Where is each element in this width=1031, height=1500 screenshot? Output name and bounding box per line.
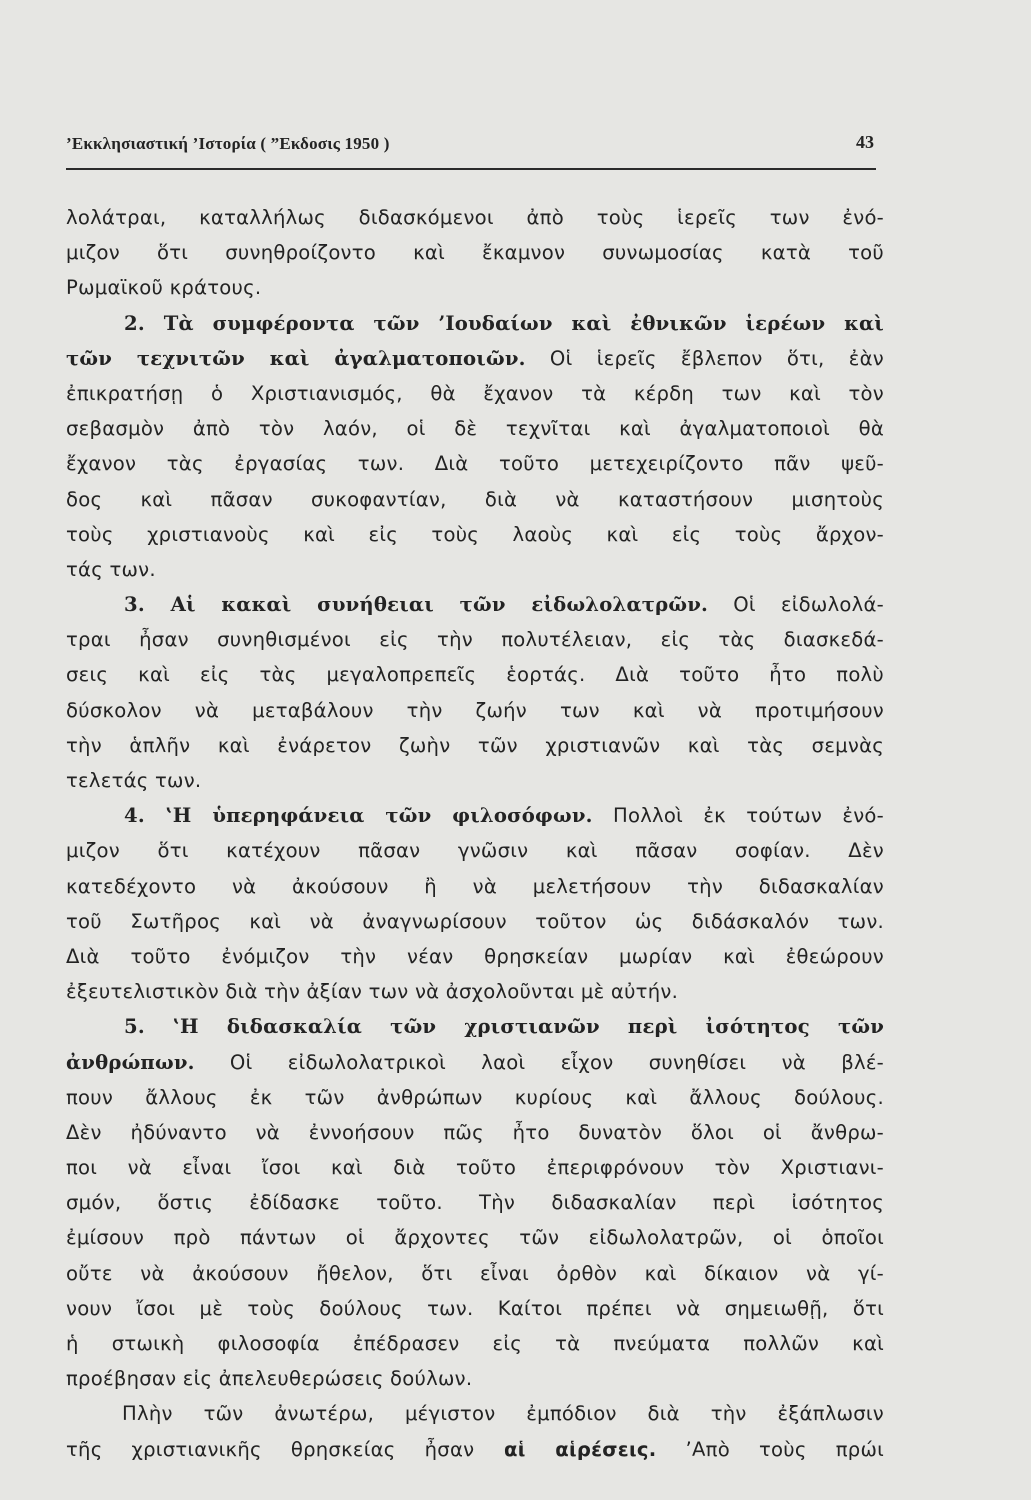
text-line xyxy=(66,482,884,517)
line-text: τοὺς χριστιανοὺς καὶ εἰς τοὺς λαοὺς καὶ εἰς τοὺς ἄρχον- xyxy=(66,522,884,546)
line-text: Ρωμαϊκοῦ κράτους. xyxy=(66,276,262,300)
line-text: ἔχανον τὰς ἐργασίας των. Διὰ τοῦτο μετεχειρίζοντο πᾶν ψεῦ- xyxy=(66,452,884,476)
text-line xyxy=(66,446,884,481)
text-line xyxy=(66,235,884,270)
line-text: Διὰ τοῦτο ἐνόμιζον τὴν νέαν θρησκείαν μωρίαν καὶ ἐθεώρουν xyxy=(66,944,884,968)
line-text: τῆς χριστιανικῆς θρησκείας ἦσαν xyxy=(66,1437,475,1461)
line-text: Πλὴν τῶν ἀνωτέρω, μέγιστον ἐμπόδιον διὰ τὴν ἐξάπλωσιν xyxy=(122,1402,884,1426)
text-line xyxy=(66,974,884,1009)
section-heading-line xyxy=(66,587,884,622)
text-line xyxy=(66,869,884,904)
line-text: σεις καὶ εἰς τὰς μεγαλοπρεπεῖς ἑορτάς. Διὰ τοῦτο ἦτο πολὺ xyxy=(66,663,884,687)
line-text: δος καὶ πᾶσαν συκοφαντίαν, διὰ νὰ καταστήσουν μισητοὺς xyxy=(66,487,884,511)
text-line xyxy=(66,1256,884,1291)
text-line xyxy=(66,1326,884,1361)
line-text: ἐμίσουν πρὸ πάντων οἱ ἄρχοντες τῶν εἰδωλολατρῶν, οἱ ὁποῖοι xyxy=(66,1226,884,1250)
running-title: ’Εκκλησιαστική ’Ιστορία ( ”Εκδοσις 1950 ) xyxy=(66,134,390,153)
line-text: τάς των. xyxy=(66,557,156,581)
page-number: 43 xyxy=(856,132,874,152)
line-text: κατεδέχοντο νὰ ἀκούσουν ἢ νὰ μελετήσουν τὴν διδασκαλίαν xyxy=(66,874,884,898)
line-text: Δὲν ἠδύναντο νὰ ἐννοήσουν πῶς ἦτο δυνατὸν ὅλοι οἱ ἄνθρω- xyxy=(66,1120,884,1144)
text-line xyxy=(66,1115,884,1150)
text-line xyxy=(66,1291,884,1326)
body-text xyxy=(66,200,884,1467)
text-line xyxy=(66,1432,884,1467)
text-line xyxy=(66,1080,884,1115)
text-line xyxy=(66,1220,884,1255)
text-line xyxy=(66,376,884,411)
line-text: σεβασμὸν ἀπὸ τὸν λαόν, οἱ δὲ τεχνῖται καὶ ἀγαλματοποιοὶ θὰ xyxy=(66,417,884,441)
text-line xyxy=(66,693,884,728)
emphasis-text: αἱ αἱρέσεις. xyxy=(474,1437,657,1461)
line-text: Οἱ ἱερεῖς ἔβλεπον ὅτι, ἐὰν xyxy=(525,346,884,370)
section-heading: 3. Αἱ κακαὶ συνήθειαι τῶν εἰδωλολατρῶν. xyxy=(124,593,709,617)
line-text: Πολλοὶ ἐκ τούτων ἐνό- xyxy=(592,804,884,828)
line-text: τραι ἦσαν συνηθισμένοι εἰς τὴν πολυτέλειαν, εἰς τὰς διασκεδά- xyxy=(66,628,884,652)
text-line xyxy=(66,833,884,868)
line-text: σμόν, ὅστις ἐδίδασκε τοῦτο. Τὴν διδασκαλίαν περὶ ἰσότητος xyxy=(66,1191,884,1215)
line-text: μιζον ὅτι κατέχουν πᾶσαν γνῶσιν καὶ πᾶσαν σοφίαν. Δὲν xyxy=(66,839,884,863)
line-text: ’Απὸ τοὺς πρώι xyxy=(656,1437,884,1461)
line-text: τελετάς των. xyxy=(66,769,202,792)
text-line xyxy=(66,728,884,763)
line-text: δύσκολον νὰ μεταβάλουν τὴν ζωήν των καὶ νὰ προτιμήσουν xyxy=(66,698,884,722)
section-heading-line xyxy=(66,1009,884,1044)
text-line xyxy=(66,622,884,657)
line-text: προέβησαν εἰς ἀπελευθερώσεις δούλων. xyxy=(66,1367,473,1391)
text-line xyxy=(66,411,884,446)
text-line xyxy=(66,939,884,974)
text-line xyxy=(66,1150,884,1185)
text-line xyxy=(66,552,884,587)
section-heading: 2. Τὰ συμφέροντα τῶν ’Ιουδαίων καὶ ἐθνικῶν ἱερέων καὶ xyxy=(124,311,884,335)
line-text: Οἱ εἰδωλολατρικοὶ λαοὶ εἶχον συνηθίσει νὰ βλέ- xyxy=(194,1050,884,1074)
section-heading: τῶν τεχνιτῶν καὶ ἀγαλματοποιῶν. xyxy=(66,346,526,370)
text-line xyxy=(66,341,884,376)
section-heading: ἀνθρώπων. xyxy=(66,1050,195,1074)
line-text: τὴν ἁπλῆν καὶ ἐνάρετον ζωὴν τῶν χριστιανῶν καὶ τὰς σεμνὰς xyxy=(66,733,884,757)
text-line xyxy=(66,763,884,798)
line-text: ἡ στωικὴ φιλοσοφία ἐπέδρασεν εἰς τὰ πνεύματα πολλῶν καὶ xyxy=(66,1332,884,1355)
text-line xyxy=(66,657,884,692)
line-text: μιζον ὅτι συνηθροίζοντο καὶ ἔκαμνον συνωμοσίας κατὰ τοῦ xyxy=(66,241,884,265)
line-text: ἐξευτελιστικὸν διὰ τὴν ἀξίαν των νὰ ἀσχολοῦνται μὲ αὐτήν. xyxy=(66,980,679,1004)
line-text: Οἱ εἰδωλολά- xyxy=(708,593,884,617)
line-text: οὔτε νὰ ἀκούσουν ἤθελον, ὅτι εἶναι ὀρθὸν καὶ δίκαιον νὰ γί- xyxy=(66,1261,884,1285)
line-text: τοῦ Σωτῆρος καὶ νὰ ἀναγνωρίσουν τοῦτον ὡς διδάσκαλόν των. xyxy=(66,909,884,933)
line-text: νουν ἴσοι μὲ τοὺς δούλους των. Καίτοι πρέπει νὰ σημειωθῇ, ὅτι xyxy=(66,1296,884,1320)
line-text: ποι νὰ εἶναι ἴσοι καὶ διὰ τοῦτο ἐπεριφρόνουν τὸν Χριστιανι- xyxy=(66,1156,884,1180)
section-heading-line xyxy=(66,306,884,341)
text-line xyxy=(66,517,884,552)
text-line xyxy=(66,270,884,305)
line-text: πουν ἄλλους ἐκ τῶν ἀνθρώπων κυρίους καὶ ἄλλους δούλους. xyxy=(66,1085,884,1109)
line-text: λολάτραι, καταλλήλως διδασκόμενοι ἀπὸ τοὺς ἱερεῖς των ἐνό- xyxy=(66,206,884,229)
section-heading: 5. ‛Η διδασκαλία τῶν χριστιανῶν περὶ ἰσότητος τῶν xyxy=(124,1015,884,1039)
line-text: ἐπικρατήσῃ ὁ Χριστιανισμός, θὰ ἔχανον τὰ κέρδη των καὶ τὸν xyxy=(66,381,884,405)
text-line xyxy=(66,1185,884,1220)
running-header xyxy=(66,132,876,170)
text-line xyxy=(66,904,884,939)
section-heading: 4. ‛Η ὑπερηφάνεια τῶν φιλοσόφων. xyxy=(124,804,593,828)
section-heading-line xyxy=(66,798,884,833)
text-line xyxy=(66,1361,884,1396)
text-line xyxy=(66,1396,884,1431)
text-line xyxy=(66,200,884,235)
text-line xyxy=(66,1045,884,1080)
